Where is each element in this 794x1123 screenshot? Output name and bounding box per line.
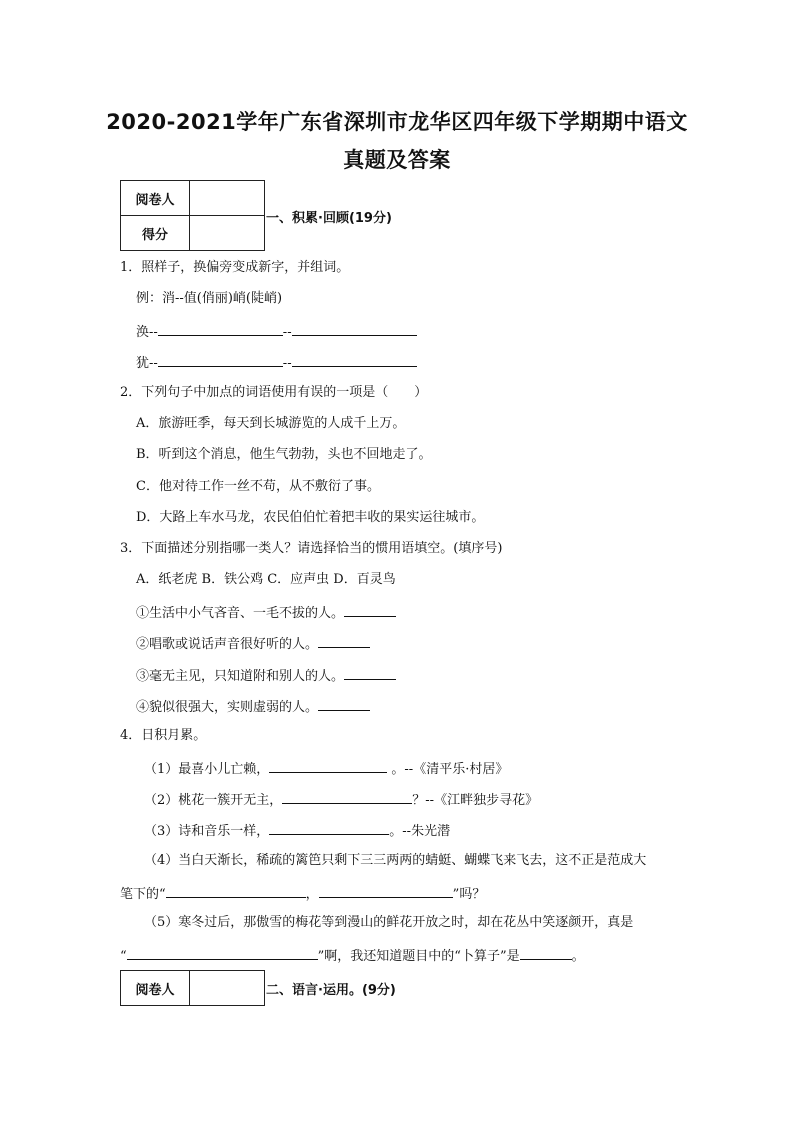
- question-4-part-5-line-1: （5）寒冬过后，那傲雪的梅花等到漫山的鲜花开放之时，却在花丛中笑逐颜开，真是: [144, 915, 634, 930]
- question-1-row-2: 犹-- --: [136, 352, 417, 373]
- answer-blank[interactable]: [158, 321, 283, 336]
- answer-blank[interactable]: [269, 758, 387, 773]
- question-3-item-3: ③毫无主见，只知道附和别人的人。: [136, 665, 396, 686]
- answer-blank[interactable]: [319, 883, 453, 898]
- answer-blank[interactable]: [318, 696, 370, 711]
- question-4-part-1: （1）最喜小儿亡赖， 。--《清平乐·村居》: [144, 758, 508, 779]
- score-table-2: [120, 970, 265, 1006]
- question-4-part-2: （2）桃花一簇开无主， ？--《江畔独步寻花》: [144, 789, 538, 810]
- question-3-item-1: ①生活中小气吝音、一毛不拔的人。: [136, 602, 396, 623]
- answer-blank[interactable]: [292, 321, 417, 336]
- answer-blank[interactable]: [166, 883, 306, 898]
- score-table: [120, 180, 265, 251]
- question-3-item-4: ④貌似很强大，实则虚弱的人。: [136, 696, 370, 717]
- question-4-part-5-line-2: “ ”啊，我还知道题目中的“卜算子”是 。: [120, 945, 585, 966]
- question-1-example: 例：消--值(俏丽)峭(陡峭): [136, 291, 283, 306]
- question-1-row-1: 涣-- --: [136, 321, 417, 342]
- reviewer-cell: [190, 181, 265, 216]
- reviewer-cell: [190, 971, 265, 1006]
- section-heading-2: 二、语言·运用。(9分): [266, 983, 396, 998]
- answer-blank[interactable]: [158, 352, 283, 367]
- question-3-prompt: 3．下面描述分别指哪一类人？请选择恰当的惯用语填空。(填序号): [120, 541, 503, 556]
- answer-blank[interactable]: [344, 602, 396, 617]
- answer-blank[interactable]: [127, 945, 252, 960]
- answer-blank[interactable]: [318, 633, 370, 648]
- question-4-part-3: （3）诗和音乐一样， 。--朱光潜: [144, 820, 450, 841]
- question-3-choices: A．纸老虎 B．铁公鸡 C．应声虫 D．百灵鸟: [136, 572, 396, 587]
- answer-blank[interactable]: [252, 945, 318, 960]
- reviewer-label: 阅卷人: [121, 971, 190, 1006]
- score-cell: [190, 216, 265, 251]
- question-2-prompt: 2．下列句子中加点的词语使用有误的一项是（ ）: [120, 385, 428, 400]
- question-4-part-4-line-2: 笔下的“ ， ”吗？: [120, 883, 485, 904]
- question-2-option-c: C．他对待工作一丝不苟，从不敷衍了事。: [136, 479, 380, 494]
- answer-blank[interactable]: [344, 665, 396, 680]
- question-4-part-4-line-1: （4）当白天渐长，稀疏的篱笆只剩下三三两两的蜻蜓、蝴蝶飞来飞去，这不正是范成大: [144, 853, 647, 868]
- answer-blank[interactable]: [292, 352, 417, 367]
- answer-blank[interactable]: [282, 789, 412, 804]
- question-2-option-b: B．听到这个消息，他生气勃勃，头也不回地走了。: [136, 447, 432, 462]
- answer-blank[interactable]: [520, 945, 572, 960]
- section-heading-1: 一、积累·回顾(19分): [266, 211, 392, 226]
- question-3-item-2: ②唱歌或说话声音很好听的人。: [136, 633, 370, 654]
- reviewer-label: 阅卷人: [121, 181, 190, 216]
- document-title-line2: 真题及答案: [343, 148, 451, 172]
- score-label: 得分: [121, 216, 190, 251]
- question-1-prompt: 1．照样子，换偏旁变成新字，并组词。: [120, 260, 350, 275]
- document-title-line1: 2020-2021学年广东省深圳市龙华区四年级下学期期中语文: [106, 110, 688, 134]
- question-2-option-a: A．旅游旺季，每天到长城游览的人成千上万。: [136, 416, 406, 431]
- answer-blank[interactable]: [269, 820, 389, 835]
- question-2-option-d: D．大路上车水马龙，农民伯伯忙着把丰收的果实运往城市。: [136, 510, 485, 525]
- question-4-prompt: 4．日积月累。: [120, 728, 207, 743]
